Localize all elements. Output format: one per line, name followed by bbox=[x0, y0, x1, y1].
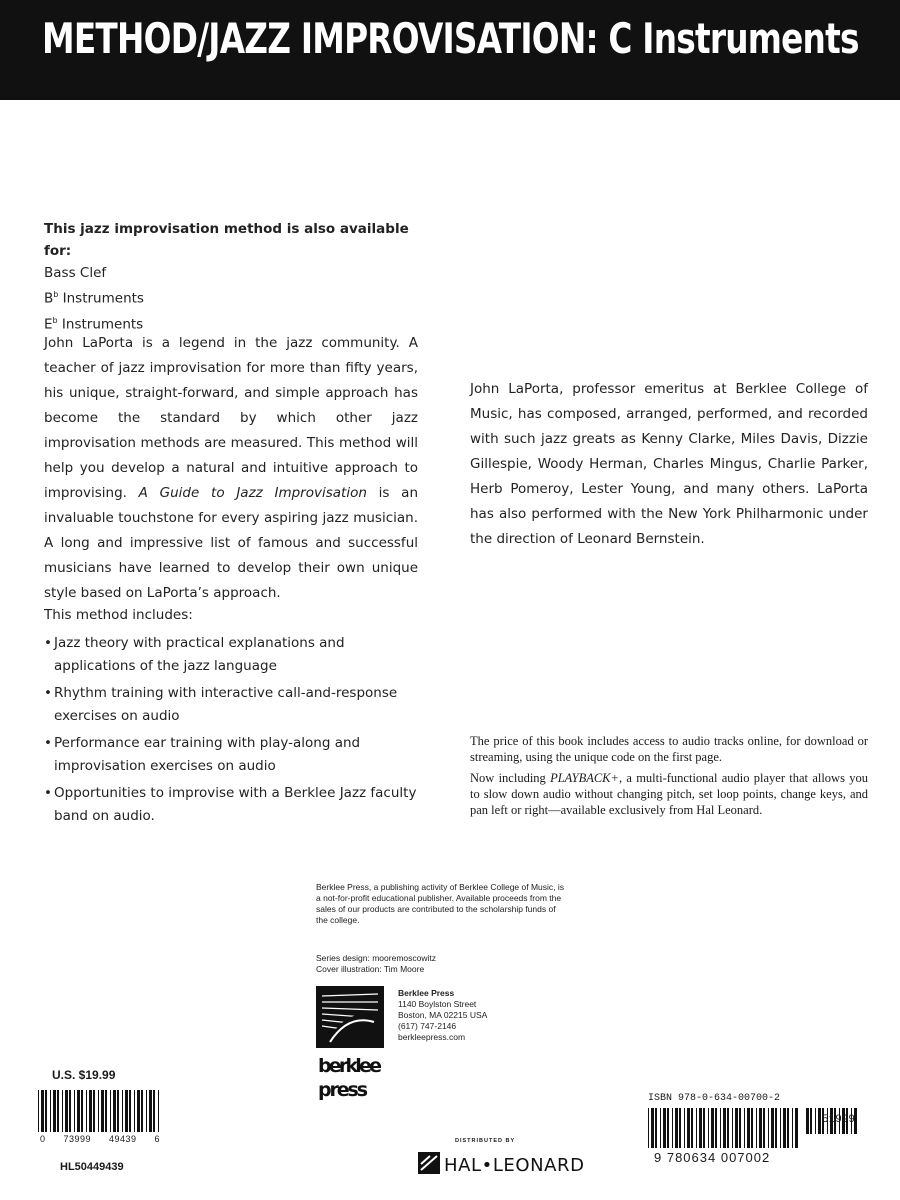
barcode-bar bbox=[759, 1108, 762, 1148]
barcode-bar bbox=[711, 1108, 714, 1148]
barcode-bar bbox=[89, 1090, 92, 1132]
barcode-bar bbox=[141, 1090, 143, 1132]
availability-item-bass: Bass Clef bbox=[44, 265, 107, 281]
barcode-bar bbox=[708, 1108, 709, 1148]
barcode-bar bbox=[93, 1090, 95, 1132]
isbn-number: 9 780634 007002 bbox=[654, 1150, 771, 1165]
barcode-bar bbox=[691, 1108, 693, 1148]
list-item: • Jazz theory with practical explanations and applications of the jazz language bbox=[44, 632, 418, 678]
barcode-bar bbox=[146, 1090, 147, 1132]
barcode-bar bbox=[727, 1108, 729, 1148]
includes-block bbox=[44, 604, 418, 832]
barcode-bar bbox=[675, 1108, 678, 1148]
barcode-bar bbox=[62, 1090, 63, 1132]
publisher-note: Berklee Press, a publishing activity of Berklee College of Music, is a not-for-profit educational publisher. Available proceeds from the sales of our products are contributed to the scholarship funds of the college. bbox=[316, 882, 565, 925]
list-item: • Performance ear training with play-along and improvisation exercises on audio bbox=[44, 732, 418, 778]
barcode-bar bbox=[50, 1090, 51, 1132]
barcode-bar bbox=[720, 1108, 721, 1148]
barcode-bar bbox=[735, 1108, 738, 1148]
distributed-by-label: DISTRIBUTED BY bbox=[455, 1138, 516, 1144]
price-code: 51999 bbox=[822, 1114, 856, 1126]
barcode-bar bbox=[795, 1108, 798, 1148]
isbn-text: ISBN 978-0-634-00700-2 bbox=[648, 1093, 781, 1104]
barcode-bar bbox=[660, 1108, 661, 1148]
barcode-bar bbox=[137, 1090, 140, 1132]
barcode-bar bbox=[129, 1090, 131, 1132]
bio-paragraph: John LaPorta, professor emeritus at Berklee College of Music, has composed, arranged, performed, and recorded with such jazz greats as Kenny Clarke, Miles Davis, Dizzie Gillespie, Woody Herman, Charles Mingus, Charlie Parker, Herb Pomeroy, Lester Young, and many others. LaPorta has also performed with the New York Philharmonic under the direction of Leonard Bernstein. bbox=[470, 381, 868, 547]
barcode-bar bbox=[57, 1090, 59, 1132]
barcode-bar bbox=[787, 1108, 789, 1148]
barcode-bar bbox=[69, 1090, 71, 1132]
barcode-bar bbox=[806, 1108, 809, 1134]
barcode-bar bbox=[780, 1108, 781, 1148]
barcode-bar bbox=[663, 1108, 666, 1148]
barcode-bar bbox=[768, 1108, 769, 1148]
barcode-bar bbox=[815, 1108, 816, 1134]
barcode-bar bbox=[38, 1090, 39, 1132]
page-title: METHOD/JAZZ IMPROVISATION: C Instruments bbox=[42, 14, 859, 63]
barcode-bar bbox=[792, 1108, 793, 1148]
barcode-bar bbox=[651, 1108, 654, 1148]
barcode-bar bbox=[703, 1108, 705, 1148]
availability-block bbox=[44, 218, 424, 335]
barcode-bar bbox=[739, 1108, 741, 1148]
logo-word-press: press bbox=[318, 1079, 368, 1101]
barcode-bar bbox=[53, 1090, 56, 1132]
hl-product-code: HL50449439 bbox=[60, 1161, 124, 1173]
barcode-bar bbox=[113, 1090, 116, 1132]
barcode-bar bbox=[74, 1090, 75, 1132]
barcode-bar bbox=[105, 1090, 107, 1132]
audio-info bbox=[470, 733, 868, 823]
barcode-bar bbox=[744, 1108, 745, 1148]
includes-heading: This method includes: bbox=[44, 607, 193, 623]
barcode-bar bbox=[65, 1090, 68, 1132]
barcode-bar bbox=[715, 1108, 717, 1148]
barcode-bar bbox=[98, 1090, 99, 1132]
publisher-address: Berklee Press 1140 Boylston Street Boston, MA 02215 USA (617) 747-2146 berkleepress.com bbox=[398, 988, 488, 1042]
barcode-bar bbox=[684, 1108, 685, 1148]
barcode-bar bbox=[810, 1108, 812, 1134]
barcode-bar bbox=[751, 1108, 753, 1148]
barcode-bar bbox=[667, 1108, 669, 1148]
list-item: • Rhythm training with interactive call-and-response exercises on audio bbox=[44, 682, 418, 728]
barcode-bar bbox=[110, 1090, 111, 1132]
barcode-bar bbox=[723, 1108, 726, 1148]
barcode-bar bbox=[679, 1108, 681, 1148]
barcode-bar bbox=[732, 1108, 733, 1148]
barcode-bar bbox=[41, 1090, 44, 1132]
barcode-bar bbox=[117, 1090, 119, 1132]
barcode-bar bbox=[134, 1090, 135, 1132]
barcode-bar bbox=[86, 1090, 87, 1132]
upc-barcode bbox=[36, 1090, 162, 1132]
barcode-bar bbox=[648, 1108, 649, 1148]
availability-heading: This jazz improvisation method is also available for: bbox=[44, 221, 409, 259]
book-title: A Guide to Jazz Improvisation bbox=[138, 485, 367, 501]
barcode-bar bbox=[771, 1108, 774, 1148]
list-item: • Opportunities to improvise with a Berklee Jazz faculty band on audio. bbox=[44, 782, 418, 828]
barcode-bar bbox=[81, 1090, 83, 1132]
barcode-bar bbox=[763, 1108, 765, 1148]
hal-leonard-wordmark: HAL•LEONARD bbox=[444, 1155, 584, 1176]
includes-list bbox=[44, 632, 418, 828]
barcode-bar bbox=[783, 1108, 786, 1148]
logo-word-berklee: berklee bbox=[318, 1055, 382, 1077]
berklee-press-logo bbox=[316, 986, 384, 1104]
barcode-bar bbox=[747, 1108, 750, 1148]
upc-number: 0 73999 49439 6 bbox=[40, 1134, 160, 1144]
barcode-bar bbox=[101, 1090, 104, 1132]
availability-item-bb: $B^b$ Instruments bbox=[44, 290, 144, 307]
hal-leonard-logo bbox=[418, 1150, 588, 1178]
barcode-bar bbox=[699, 1108, 702, 1148]
barcode-bar bbox=[122, 1090, 123, 1132]
description-paragraph: John LaPorta is a legend in the jazz community. A teacher of jazz improvisation for more than fifty years, his unique, straight-forward, and simple approach has become the standard by which other jazz improvisation methods are measured. This method will help you develop a natural and intuitive approach to improvising. A Guide to Jazz Improvisation is an invaluable touchstone for every aspiring jazz musician. A long and impressive list of famous and successful musicians have learned to develop their own unique style based on LaPorta’s approach. bbox=[44, 335, 418, 601]
availability-item-eb: $E^b$ Instruments bbox=[44, 315, 144, 332]
barcode-bar bbox=[655, 1108, 657, 1148]
barcode-bar bbox=[153, 1090, 155, 1132]
us-price: U.S. $19.99 bbox=[52, 1068, 116, 1082]
barcode-bar bbox=[775, 1108, 777, 1148]
barcode-bar bbox=[756, 1108, 757, 1148]
barcode-bar bbox=[818, 1108, 821, 1134]
playback-text: Now including PLAYBACK+, a multi-functional audio player that allows you to slow down audio without changing pitch, set loop points, change keys, and pan left or right—available exclusively from Hal Leonard. bbox=[470, 771, 868, 817]
barcode-bar bbox=[45, 1090, 47, 1132]
barcode-bar bbox=[687, 1108, 690, 1148]
credits: Series design: mooremoscowitz Cover illustration: Tim Moore bbox=[316, 953, 436, 974]
barcode-bar bbox=[125, 1090, 128, 1132]
barcode-bar bbox=[149, 1090, 152, 1132]
header-band bbox=[0, 0, 900, 100]
barcode-bar bbox=[158, 1090, 159, 1132]
audio-access-text: The price of this book includes access to audio tracks online, for download or streaming, using the unique code on the first page. bbox=[470, 734, 868, 764]
barcode-bar bbox=[696, 1108, 697, 1148]
barcode-bar bbox=[77, 1090, 80, 1132]
barcode-bar bbox=[672, 1108, 673, 1148]
